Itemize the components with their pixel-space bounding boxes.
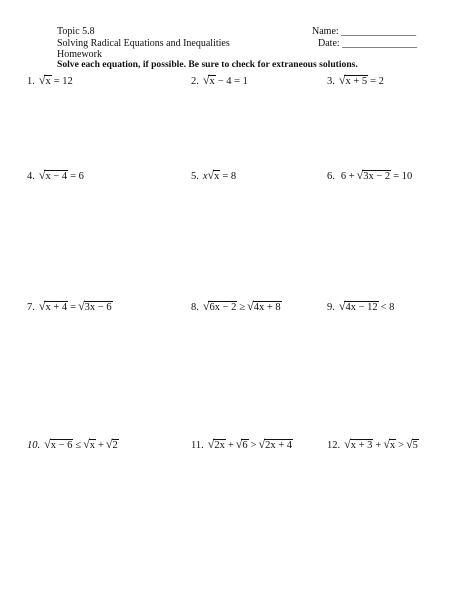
operator: + — [227, 439, 234, 451]
radical-expression — [208, 169, 221, 183]
operator: = 8 — [222, 170, 237, 182]
radicand: x − 4 — [45, 171, 68, 182]
date-field[interactable]: Date: _______________ — [318, 38, 418, 49]
radical-sign-icon: √ — [207, 437, 215, 451]
radicand: 3x − 2 — [363, 171, 391, 182]
radical-sign-icon: √ — [38, 73, 46, 87]
operator: = 12 — [53, 75, 73, 87]
problem-number: 11. — [191, 439, 204, 451]
operator: = 10 — [393, 170, 413, 182]
problem-10 — [27, 438, 119, 452]
radicand: 6 — [242, 440, 248, 451]
worksheet-type: Homework — [57, 49, 102, 60]
problem-number: 6. — [327, 170, 335, 182]
radical-sign-icon: √ — [235, 437, 243, 451]
radical-sign-icon: √ — [78, 299, 85, 313]
problem-number: 9. — [327, 301, 335, 313]
operator: + — [375, 439, 382, 451]
radical-expression — [339, 74, 368, 88]
radical-expression — [44, 438, 73, 452]
radicand: x + 4 — [45, 302, 68, 313]
operator: ≥ — [239, 301, 246, 313]
operator: + — [98, 439, 104, 451]
worksheet-subtitle: Solving Radical Equations and Inequalities — [57, 38, 230, 49]
radical-expression — [39, 169, 68, 183]
radical-sign-icon: √ — [258, 437, 266, 451]
radical-expression — [339, 300, 379, 314]
radicand: 2 — [112, 440, 118, 451]
radical-expression — [383, 438, 396, 452]
radical-expression — [236, 438, 249, 452]
radicand: 6x − 2 — [209, 302, 237, 313]
operator: = 2 — [370, 75, 384, 87]
radical-expression — [78, 300, 113, 314]
radical-sign-icon: √ — [44, 437, 51, 451]
radicand: 4x + 8 — [253, 302, 281, 313]
radical-sign-icon: √ — [202, 299, 210, 313]
problem-5 — [191, 169, 238, 183]
problem-number: 7. — [27, 301, 35, 313]
operator: > — [398, 439, 405, 451]
radicand: x — [214, 171, 220, 182]
radical-expression — [344, 438, 373, 452]
radical-expression — [247, 300, 282, 314]
radical-expression — [39, 300, 68, 314]
radical-sign-icon: √ — [356, 168, 364, 182]
radicand: x + 5 — [345, 76, 368, 87]
radicand: x — [45, 76, 51, 87]
operator: < 8 — [380, 301, 395, 313]
operator: 6 + — [340, 170, 355, 182]
problem-3 — [327, 74, 386, 88]
radical-sign-icon: √ — [207, 168, 215, 182]
radicand: x — [389, 440, 396, 451]
problem-number: 4. — [27, 170, 35, 182]
operator: = 6 — [70, 170, 84, 182]
radical-sign-icon: √ — [105, 437, 113, 451]
problem-number: 2. — [191, 75, 199, 87]
radical-sign-icon: √ — [38, 168, 46, 182]
radical-expression — [203, 74, 216, 88]
problem-11 — [191, 438, 293, 452]
problem-number: 3. — [327, 75, 335, 87]
radical-expression — [39, 74, 52, 88]
radical-sign-icon: √ — [38, 299, 46, 313]
problem-7 — [27, 300, 113, 314]
problem-2 — [191, 74, 250, 88]
instructions: Solve each equation, if possible. Be sure to check for extraneous solutions. — [57, 59, 358, 70]
radicand: x — [89, 440, 95, 451]
radical-sign-icon: √ — [406, 437, 413, 451]
radicand: x + 3 — [350, 440, 373, 451]
operator: − 4 = 1 — [217, 75, 248, 87]
radicand: x — [209, 76, 215, 87]
radicand: 2x — [214, 440, 225, 451]
operator: = — [70, 301, 77, 313]
radical-expression — [83, 438, 96, 452]
problem-number: 5. — [191, 170, 199, 182]
coefficient: x — [202, 170, 208, 182]
radical-expression — [203, 300, 238, 314]
problem-number: 12. — [327, 439, 341, 451]
problem-number: 8. — [191, 301, 199, 313]
problem-6 — [327, 169, 414, 183]
radical-expression — [208, 438, 226, 452]
radicand: 3x − 6 — [84, 302, 112, 313]
problem-number: 10. — [27, 439, 41, 451]
radical-expression — [106, 438, 119, 452]
radical-sign-icon: √ — [344, 437, 351, 451]
problem-4 — [27, 169, 86, 183]
problem-12 — [327, 438, 419, 452]
radical-sign-icon: √ — [202, 73, 210, 87]
name-field[interactable]: Name: _______________ — [312, 26, 417, 37]
operator: > — [250, 439, 257, 451]
radical-expression — [259, 438, 294, 452]
problem-8 — [191, 300, 282, 314]
radical-expression — [357, 169, 392, 183]
problem-9 — [327, 300, 396, 314]
radical-sign-icon: √ — [247, 299, 254, 313]
radicand: x − 6 — [50, 440, 73, 451]
problem-number: 1. — [27, 75, 35, 87]
radicand: 2x + 4 — [265, 440, 293, 451]
radicand: 4x − 12 — [345, 302, 378, 313]
radical-sign-icon: √ — [83, 437, 90, 451]
radical-sign-icon: √ — [338, 73, 346, 87]
problem-1 — [27, 74, 75, 88]
radical-sign-icon: √ — [383, 437, 390, 451]
radicand: 5 — [412, 440, 418, 451]
radical-expression — [406, 438, 419, 452]
topic-heading: Topic 5.8 — [57, 26, 95, 37]
radical-sign-icon: √ — [338, 299, 346, 313]
operator: ≤ — [75, 439, 82, 451]
